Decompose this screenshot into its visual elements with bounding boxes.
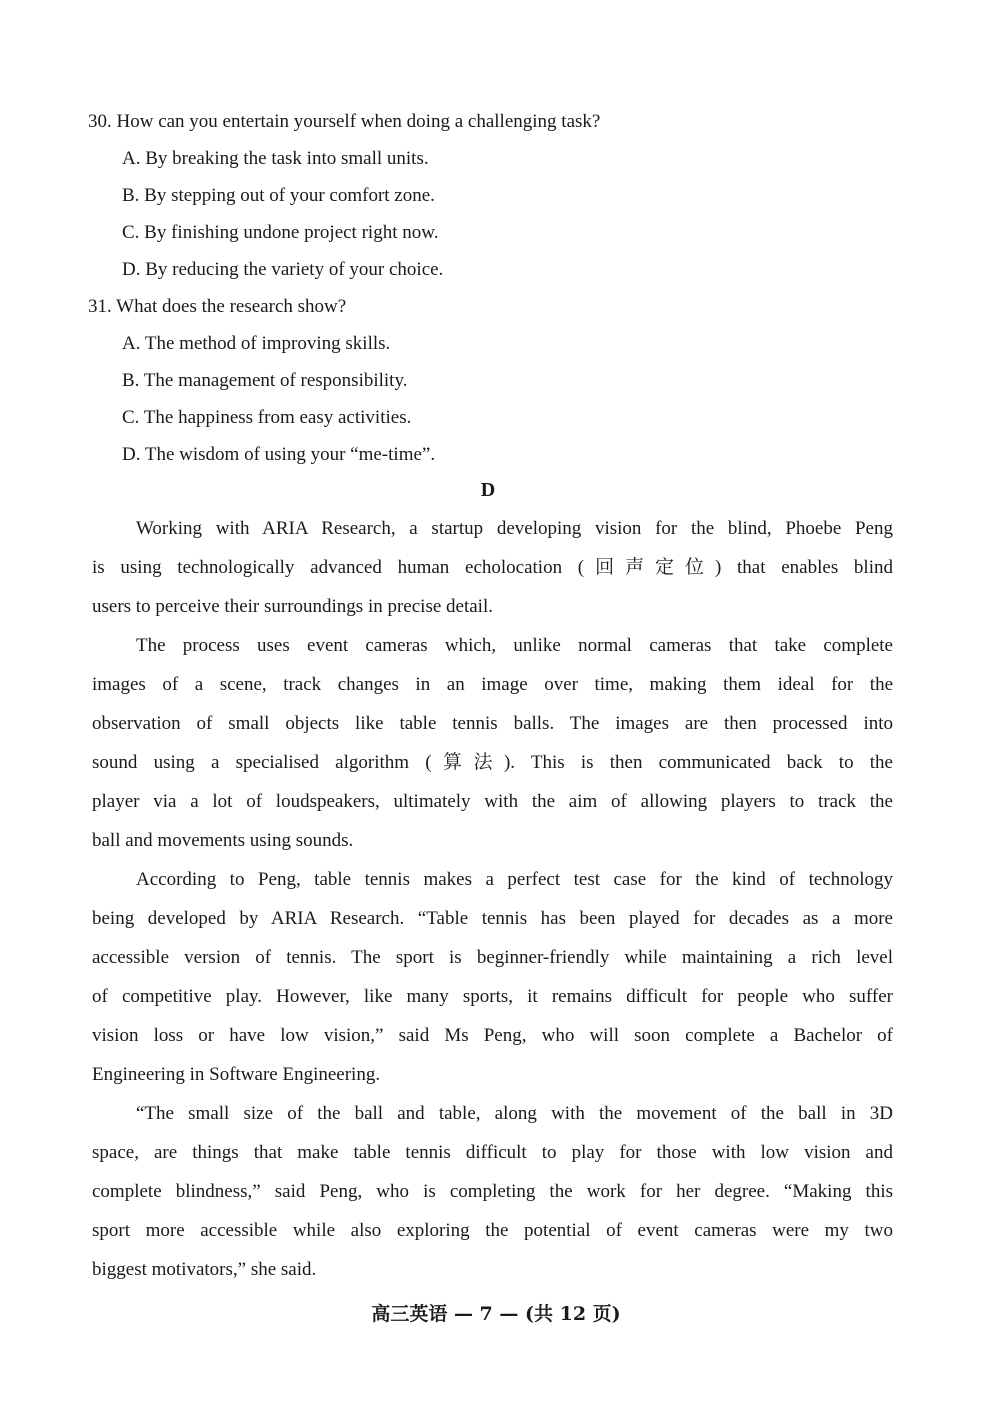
passage-line: ball and movements using sounds. <box>92 830 354 851</box>
question-31-stem: 31. What does the research show? <box>88 296 347 317</box>
passage-line: The process uses event cameras which, unlike normal cameras that take complete <box>136 635 893 656</box>
passage-line: accessible version of tennis. The sport is beginner-friendly while maintaining a rich level <box>92 947 893 968</box>
passage-line: users to perceive their surroundings in precise detail. <box>92 596 493 617</box>
question-31-option-b: B. The management of responsibility. <box>122 370 408 391</box>
page-footer: 高三英语 — 7 — (共 12 页) <box>371 1303 621 1325</box>
question-31-option-d: D. The wisdom of using your “me-time”. <box>122 444 436 465</box>
passage-line: complete blindness,” said Peng, who is completing the work for her degree. “Making this <box>92 1181 893 1202</box>
question-30-option-b: B. By stepping out of your comfort zone. <box>122 185 435 206</box>
passage-line: biggest motivators,” she said. <box>92 1259 317 1280</box>
passage-line: is using technologically advanced human echolocation (回声定位) that enables blind <box>92 557 893 578</box>
question-31-option-c: C. The happiness from easy activities. <box>122 407 412 428</box>
passage-line: observation of small objects like table tennis balls. The images are then processed into <box>92 713 893 734</box>
question-31-option-a: A. The method of improving skills. <box>122 333 391 354</box>
passage-line: Working with ARIA Research, a startup developing vision for the blind, Phoebe Peng <box>136 518 893 539</box>
question-30-option-a: A. By breaking the task into small units. <box>122 148 429 169</box>
passage-line: space, are things that make table tennis difficult to play for those with low vision and <box>92 1142 893 1163</box>
passage-line: sport more accessible while also exploring the potential of event cameras were my two <box>92 1220 893 1241</box>
passage-line: vision loss or have low vision,” said Ms Peng, who will soon complete a Bachelor of <box>92 1025 893 1046</box>
section-title: D <box>480 479 496 501</box>
passage-line: “The small size of the ball and table, along with the movement of the ball in 3D <box>136 1103 893 1124</box>
passage-line: images of a scene, track changes in an image over time, making them ideal for the <box>92 674 893 695</box>
question-30-option-d: D. By reducing the variety of your choice. <box>122 259 444 280</box>
question-30-option-c: C. By finishing undone project right now. <box>122 222 439 243</box>
question-30-stem: 30. How can you entertain yourself when doing a challenging task? <box>88 111 601 132</box>
passage-line: sound using a specialised algorithm (算法). This is then communicated back to the <box>92 752 893 773</box>
passage-line: Engineering in Software Engineering. <box>92 1064 381 1085</box>
passage-line: player via a lot of loudspeakers, ultimately with the aim of allowing players to track the <box>92 791 893 812</box>
passage-line: According to Peng, table tennis makes a perfect test case for the kind of technology <box>136 869 893 890</box>
passage-line: of competitive play. However, like many sports, it remains difficult for people who suffer <box>92 986 893 1007</box>
passage-line: being developed by ARIA Research. “Table tennis has been played for decades as a more <box>92 908 893 929</box>
